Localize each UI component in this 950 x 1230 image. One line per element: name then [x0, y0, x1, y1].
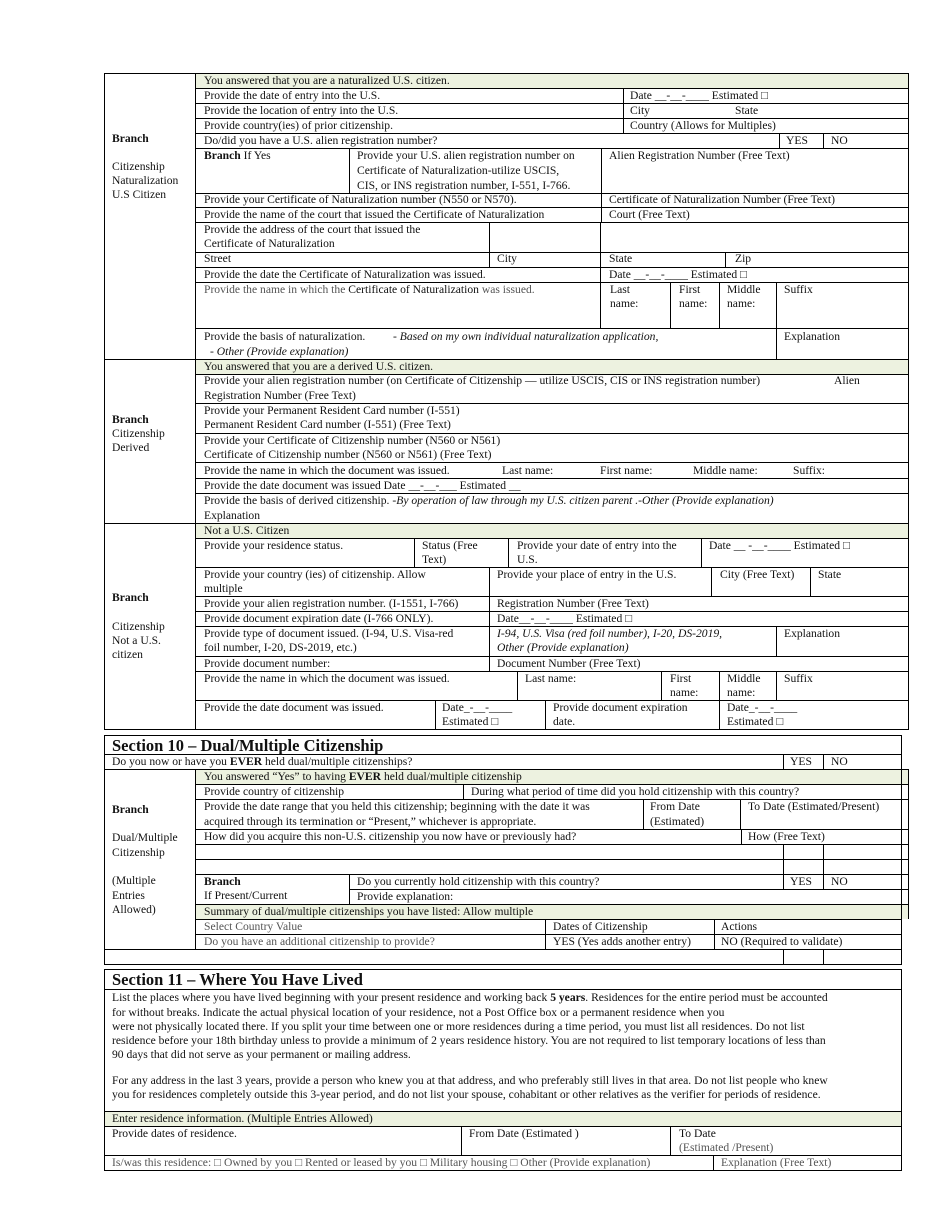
- lived-p1-b: 5 years: [550, 991, 586, 1004]
- residence-to-date-1[interactable]: To Date: [679, 1127, 716, 1140]
- derived-explanation-field[interactable]: Explanation: [204, 509, 261, 522]
- prc-question: Provide your Permanent Resident Card number (I-551): [204, 404, 460, 417]
- nc-type-options-2[interactable]: Other (Provide explanation): [497, 641, 629, 654]
- dual-how-question: How did you acquire this non-U.S. citizenship you now have or previously had?: [204, 830, 577, 843]
- alien-no-option[interactable]: NO: [831, 134, 848, 147]
- nc-expire-field-2[interactable]: Estimated □: [727, 715, 784, 728]
- section10-title: Section 10 – Dual/Multiple Citizenship: [112, 736, 384, 755]
- derived-branch-sub-2: Derived: [112, 441, 150, 454]
- dual-q-a: Do you now or have you: [112, 755, 227, 768]
- cert-middle-name-label-1[interactable]: Middle: [727, 283, 761, 296]
- dual-country-question: Provide country of citizenship: [204, 785, 345, 798]
- dual-header-a: You answered “Yes” to having: [204, 770, 346, 783]
- nc-exp-field[interactable]: Date__-__-____ Estimated □: [497, 612, 633, 625]
- derived-alien-question: Provide your alien registration number (on Certificate of Citizenship — utilize USCIS, CIS or INS registration number): [204, 374, 761, 387]
- dual-q-b: EVER: [229, 755, 263, 768]
- court-address-question-2: Certificate of Naturalization: [204, 237, 335, 250]
- nc-type-options-1[interactable]: I-94, U.S. Visa (red foil number), I-20, DS-2019,: [497, 627, 723, 640]
- derived-suffix[interactable]: Suffix:: [793, 464, 825, 477]
- dual-range-question-2: acquired through its termination or “Present,” whichever is appropriate.: [204, 815, 537, 828]
- dual-additional-no[interactable]: NO (Required to validate): [721, 935, 843, 948]
- derived-date-question[interactable]: Provide the date document was issued Date __-__-___ Estimated __: [204, 479, 521, 492]
- alien-number-question: Do/did you have a U.S. alien registration number?: [204, 134, 438, 147]
- derived-first-name[interactable]: First name:: [600, 464, 653, 477]
- coc-field[interactable]: Certificate of Citizenship number (N560 or N561) (Free Text): [204, 448, 492, 461]
- dual-current-no[interactable]: NO: [831, 875, 848, 888]
- cert-date-question: Provide the date the Certificate of Naturalization was issued.: [204, 268, 486, 281]
- lived-p1-a: List the places where you have lived beginning with your present residence and working back: [112, 991, 548, 1004]
- dual-branch-note-2: Entries: [112, 889, 145, 902]
- nc-country-question-2: multiple: [204, 582, 243, 595]
- cert-last-name-label-2[interactable]: name:: [610, 297, 639, 310]
- entry-date-question: Provide the date of entry into the U.S.: [204, 89, 381, 102]
- naturalized-branch-label: Branch: [112, 132, 149, 145]
- court-state-field[interactable]: State: [609, 252, 633, 265]
- cert-name-q-c: was issued.: [481, 283, 535, 296]
- not-citizen-branch-label: Branch: [112, 591, 149, 604]
- dual-question: [112, 755, 412, 769]
- entry-city-field[interactable]: City: [630, 104, 650, 117]
- lived-para2-line2: you for residences completely outside this 3-year period, and do not list your spouse, cohabitant or other relatives as the verifier for periods of residence.: [112, 1088, 821, 1101]
- nc-docnum-question: Provide document number:: [204, 657, 331, 670]
- derived-alien-field-2[interactable]: Registration Number (Free Text): [204, 389, 356, 402]
- dual-select-country[interactable]: Select Country Value: [204, 920, 303, 933]
- residence-header: Enter residence information. (Multiple Entries Allowed): [112, 1112, 373, 1125]
- alien-yes-option[interactable]: YES: [786, 134, 808, 147]
- nc-type-question-1: Provide type of document issued. (I-94, U.S. Visa-red: [204, 627, 454, 640]
- cert-first-name-label-1[interactable]: First: [679, 283, 701, 296]
- cert-name-question: [204, 283, 535, 297]
- lived-para1-line3: were not physically located there. If you split your time between one or more residences during a time period, you must list all residences. Do not list: [112, 1020, 805, 1033]
- basis-option-other[interactable]: - Other (Provide explanation): [210, 345, 349, 358]
- dual-from-date-1[interactable]: From Date: [650, 800, 700, 813]
- nc-middle-name-1[interactable]: Middle: [727, 672, 761, 685]
- not-citizen-branch-sub-2: Not a U.S.: [112, 634, 161, 647]
- derived-branch-sub-1: Citizenship: [112, 427, 165, 440]
- alien-detail-1: Provide your U.S. alien registration number on: [357, 149, 575, 162]
- dual-additional-question: Do you have an additional citizenship to provide?: [204, 935, 435, 948]
- section11-title: Section 11 – Where You Have Lived: [112, 970, 363, 989]
- residence-status-question: Provide your residence status.: [204, 539, 344, 552]
- cert-number-question: Provide your Certificate of Naturalization number (N550 or N570).: [204, 193, 517, 206]
- lived-para1-line5: 90 days that did not serve as your permanent or mailing address.: [112, 1048, 411, 1061]
- dual-yes-option[interactable]: YES: [790, 755, 812, 768]
- alien-detail-3: CIS, or INS registration number, I-551, I-766.: [357, 179, 571, 192]
- cert-date-field[interactable]: Date __-__-____ Estimated □: [609, 268, 748, 281]
- dual-current-question: Do you currently hold citizenship with this country?: [357, 875, 600, 888]
- nc-state-field[interactable]: State: [818, 568, 842, 581]
- nc-expire-field-1[interactable]: Date_-__-____: [727, 701, 798, 714]
- derived-branch-label: Branch: [112, 413, 149, 426]
- dual-branch-sub-1: Dual/Multiple: [112, 831, 178, 844]
- residence-type-question[interactable]: Is/was this residence: □ Owned by you □ Rented or leased by you □ Military housing □ Other (Provide explanation): [112, 1156, 651, 1169]
- residence-dates-question: Provide dates of residence.: [112, 1127, 237, 1140]
- lived-para2-line1: For any address in the last 3 years, provide a person who knew you at that address, and who preferably still lives in that area. Do not list people who knew: [112, 1074, 828, 1087]
- nc-entry-date-field[interactable]: Date __ -__-____ Estimated □: [709, 539, 850, 552]
- dual-branch-note-1: (Multiple: [112, 874, 156, 887]
- nc-expire-question-2: date.: [553, 715, 576, 728]
- not-citizen-branch-sub-1: Citizenship: [112, 620, 165, 633]
- dual-current-yes[interactable]: YES: [790, 875, 812, 888]
- court-street-field[interactable]: Street: [204, 252, 232, 265]
- derived-basis-q: Provide the basis of derived citizenship.: [204, 494, 390, 507]
- dual-range-question-1: Provide the date range that you held this citizenship; beginning with the date it was: [204, 800, 590, 813]
- lived-para1-line1: [112, 991, 828, 1005]
- nc-first-name-1[interactable]: First: [670, 672, 692, 685]
- derived-basis-question: [204, 494, 774, 508]
- nc-suffix[interactable]: Suffix: [784, 672, 813, 685]
- cert-name-q-a: Provide the name in which the: [204, 283, 346, 296]
- dual-sub-branch-sub: If Present/Current: [204, 889, 288, 902]
- lived-p1-c: . Residences for the entire period must be accounted: [585, 991, 828, 1004]
- dual-branch-note-3: Allowed): [112, 903, 156, 916]
- not-citizen-branch-sub-3: citizen: [112, 648, 143, 661]
- basis-explanation-field[interactable]: Explanation: [784, 330, 841, 343]
- nc-issued-field-1[interactable]: Date_-__-____: [442, 701, 513, 714]
- court-city-field[interactable]: City: [497, 252, 517, 265]
- nc-entry-question-2: U.S.: [517, 553, 538, 566]
- dual-header: [204, 770, 522, 784]
- nc-name-question: Provide the name in which the document was issued.: [204, 672, 450, 685]
- if-yes-branch: [204, 149, 271, 163]
- nc-issued-question: Provide the date document was issued.: [204, 701, 384, 714]
- cert-last-name-label-1[interactable]: Last: [610, 283, 630, 296]
- nc-issued-field-2[interactable]: Estimated □: [442, 715, 499, 728]
- not-citizen-header-band: [196, 524, 908, 538]
- nc-city-field[interactable]: City (Free Text): [720, 568, 795, 581]
- alien-number-field[interactable]: Alien Registration Number (Free Text): [609, 149, 790, 162]
- dual-header-c: held dual/multiple citizenship: [383, 770, 522, 783]
- nc-place-question: Provide your place of entry in the U.S.: [497, 568, 677, 581]
- entry-state-field[interactable]: State: [735, 104, 759, 117]
- cert-suffix-label[interactable]: Suffix: [784, 283, 813, 296]
- nc-type-explanation[interactable]: Explanation: [784, 627, 841, 640]
- court-question: Provide the name of the court that issued the Certificate of Naturalization: [204, 208, 545, 221]
- dual-how-field[interactable]: How (Free Text): [748, 830, 825, 843]
- lived-para1-line4: residence before your 18th birthday unless to provide a minimum of 2 years residence history. You are not required to list temporary locations of less than: [112, 1034, 826, 1047]
- alien-detail-2: Certificate of Naturalization-utilize USCIS,: [357, 164, 560, 177]
- derived-basis-options[interactable]: -By operation of law through my U.S. citizen parent .-Other (Provide explanation): [392, 494, 774, 507]
- entry-location-question: Provide the location of entry into the U.S.: [204, 104, 399, 117]
- nc-exp-question: Provide document expiration date (I-766 ONLY).: [204, 612, 434, 625]
- cert-middle-name-label-2[interactable]: name:: [727, 297, 756, 310]
- nc-docnum-field[interactable]: Document Number (Free Text): [497, 657, 641, 670]
- naturalized-branch-sub-1: Citizenship: [112, 160, 165, 173]
- nc-alien-field[interactable]: Registration Number (Free Text): [497, 597, 649, 610]
- dual-from-date-2[interactable]: (Estimated): [650, 815, 705, 828]
- dual-additional-yes[interactable]: YES (Yes adds another entry): [553, 935, 691, 948]
- dual-header-b: EVER: [348, 770, 382, 783]
- derived-middle-name[interactable]: Middle name:: [693, 464, 758, 477]
- basis-question: Provide the basis of naturalization.: [204, 330, 366, 343]
- derived-alien-field-1[interactable]: Alien: [834, 374, 860, 387]
- if-yes-label: If Yes: [243, 149, 271, 162]
- residence-explanation-field[interactable]: Explanation (Free Text): [721, 1156, 832, 1169]
- nc-type-question-2: foil number, I-20, DS-2019, etc.): [204, 641, 357, 654]
- dual-summary-header: Summary of dual/multiple citizenships you have listed: Allow multiple: [204, 905, 534, 918]
- prc-field[interactable]: Permanent Resident Card number (I-551) (Free Text): [204, 418, 451, 431]
- dual-q-c: held dual/multiple citizenships?: [264, 755, 413, 768]
- entry-date-field[interactable]: Date __-__-____ Estimated □: [630, 89, 769, 102]
- dual-sub-branch-label: Branch: [204, 875, 241, 888]
- cert-name-q-b: Certificate of Naturalization: [348, 283, 479, 296]
- nc-first-name-2[interactable]: name:: [670, 686, 699, 699]
- dual-actions-column: Actions: [721, 920, 758, 933]
- naturalized-branch-sub-3: U.S Citizen: [112, 188, 167, 201]
- derived-name-question: Provide the name in which the document was issued.: [204, 464, 450, 477]
- dual-period-question: During what period of time did you hold citizenship with this country?: [471, 785, 800, 798]
- dual-no-option[interactable]: NO: [831, 755, 848, 768]
- naturalized-header: You answered that you are a naturalized U.S. citizen.: [204, 74, 450, 87]
- court-field[interactable]: Court (Free Text): [609, 208, 690, 221]
- residence-to-date-2[interactable]: (Estimated /Present): [679, 1141, 774, 1154]
- court-address-question-1: Provide the address of the court that issued the: [204, 223, 421, 236]
- dual-to-date[interactable]: To Date (Estimated/Present): [748, 800, 880, 813]
- nc-last-name[interactable]: Last name:: [525, 672, 577, 685]
- if-yes-branch-label: Branch: [204, 149, 241, 162]
- derived-last-name[interactable]: Last name:: [502, 464, 554, 477]
- not-citizen-header: Not a U.S. Citizen: [204, 524, 290, 537]
- dual-dates-column: Dates of Citizenship: [553, 920, 648, 933]
- derived-header: You answered that you are a derived U.S. citizen.: [204, 360, 434, 373]
- court-zip-field[interactable]: Zip: [735, 252, 752, 265]
- naturalized-branch-sub-2: Naturalization: [112, 174, 179, 187]
- status-field-1[interactable]: Status (Free: [422, 539, 478, 552]
- dual-branch-label: Branch: [112, 803, 149, 816]
- cert-number-field[interactable]: Certificate of Naturalization Number (Free Text): [609, 193, 835, 206]
- status-field-2[interactable]: Text): [422, 553, 447, 566]
- nc-middle-name-2[interactable]: name:: [727, 686, 756, 699]
- nc-alien-question: Provide your alien registration number. (I-1551, I-766): [204, 597, 459, 610]
- nc-entry-question-1: Provide your date of entry into the: [517, 539, 677, 552]
- lived-para1-line2: for without breaks. Indicate the actual physical location of your residence, not a Post Office box or a permanent residence when you: [112, 1006, 725, 1019]
- dual-explain-question[interactable]: Provide explanation:: [357, 890, 454, 903]
- basis-option-individual[interactable]: - Based on my own individual naturalization application,: [393, 330, 659, 343]
- coc-question: Provide your Certificate of Citizenship number (N560 or N561): [204, 434, 501, 447]
- prior-country-field[interactable]: Country (Allows for Multiples): [630, 119, 776, 132]
- dual-branch-sub-2: Citizenship: [112, 846, 165, 859]
- prior-citizenship-question: Provide country(ies) of prior citizenship.: [204, 119, 393, 132]
- cert-first-name-label-2[interactable]: name:: [679, 297, 708, 310]
- residence-from-date[interactable]: From Date (Estimated ): [469, 1127, 579, 1140]
- nc-expire-question-1: Provide document expiration: [553, 701, 688, 714]
- nc-country-question-1: Provide your country (ies) of citizenship. Allow: [204, 568, 426, 581]
